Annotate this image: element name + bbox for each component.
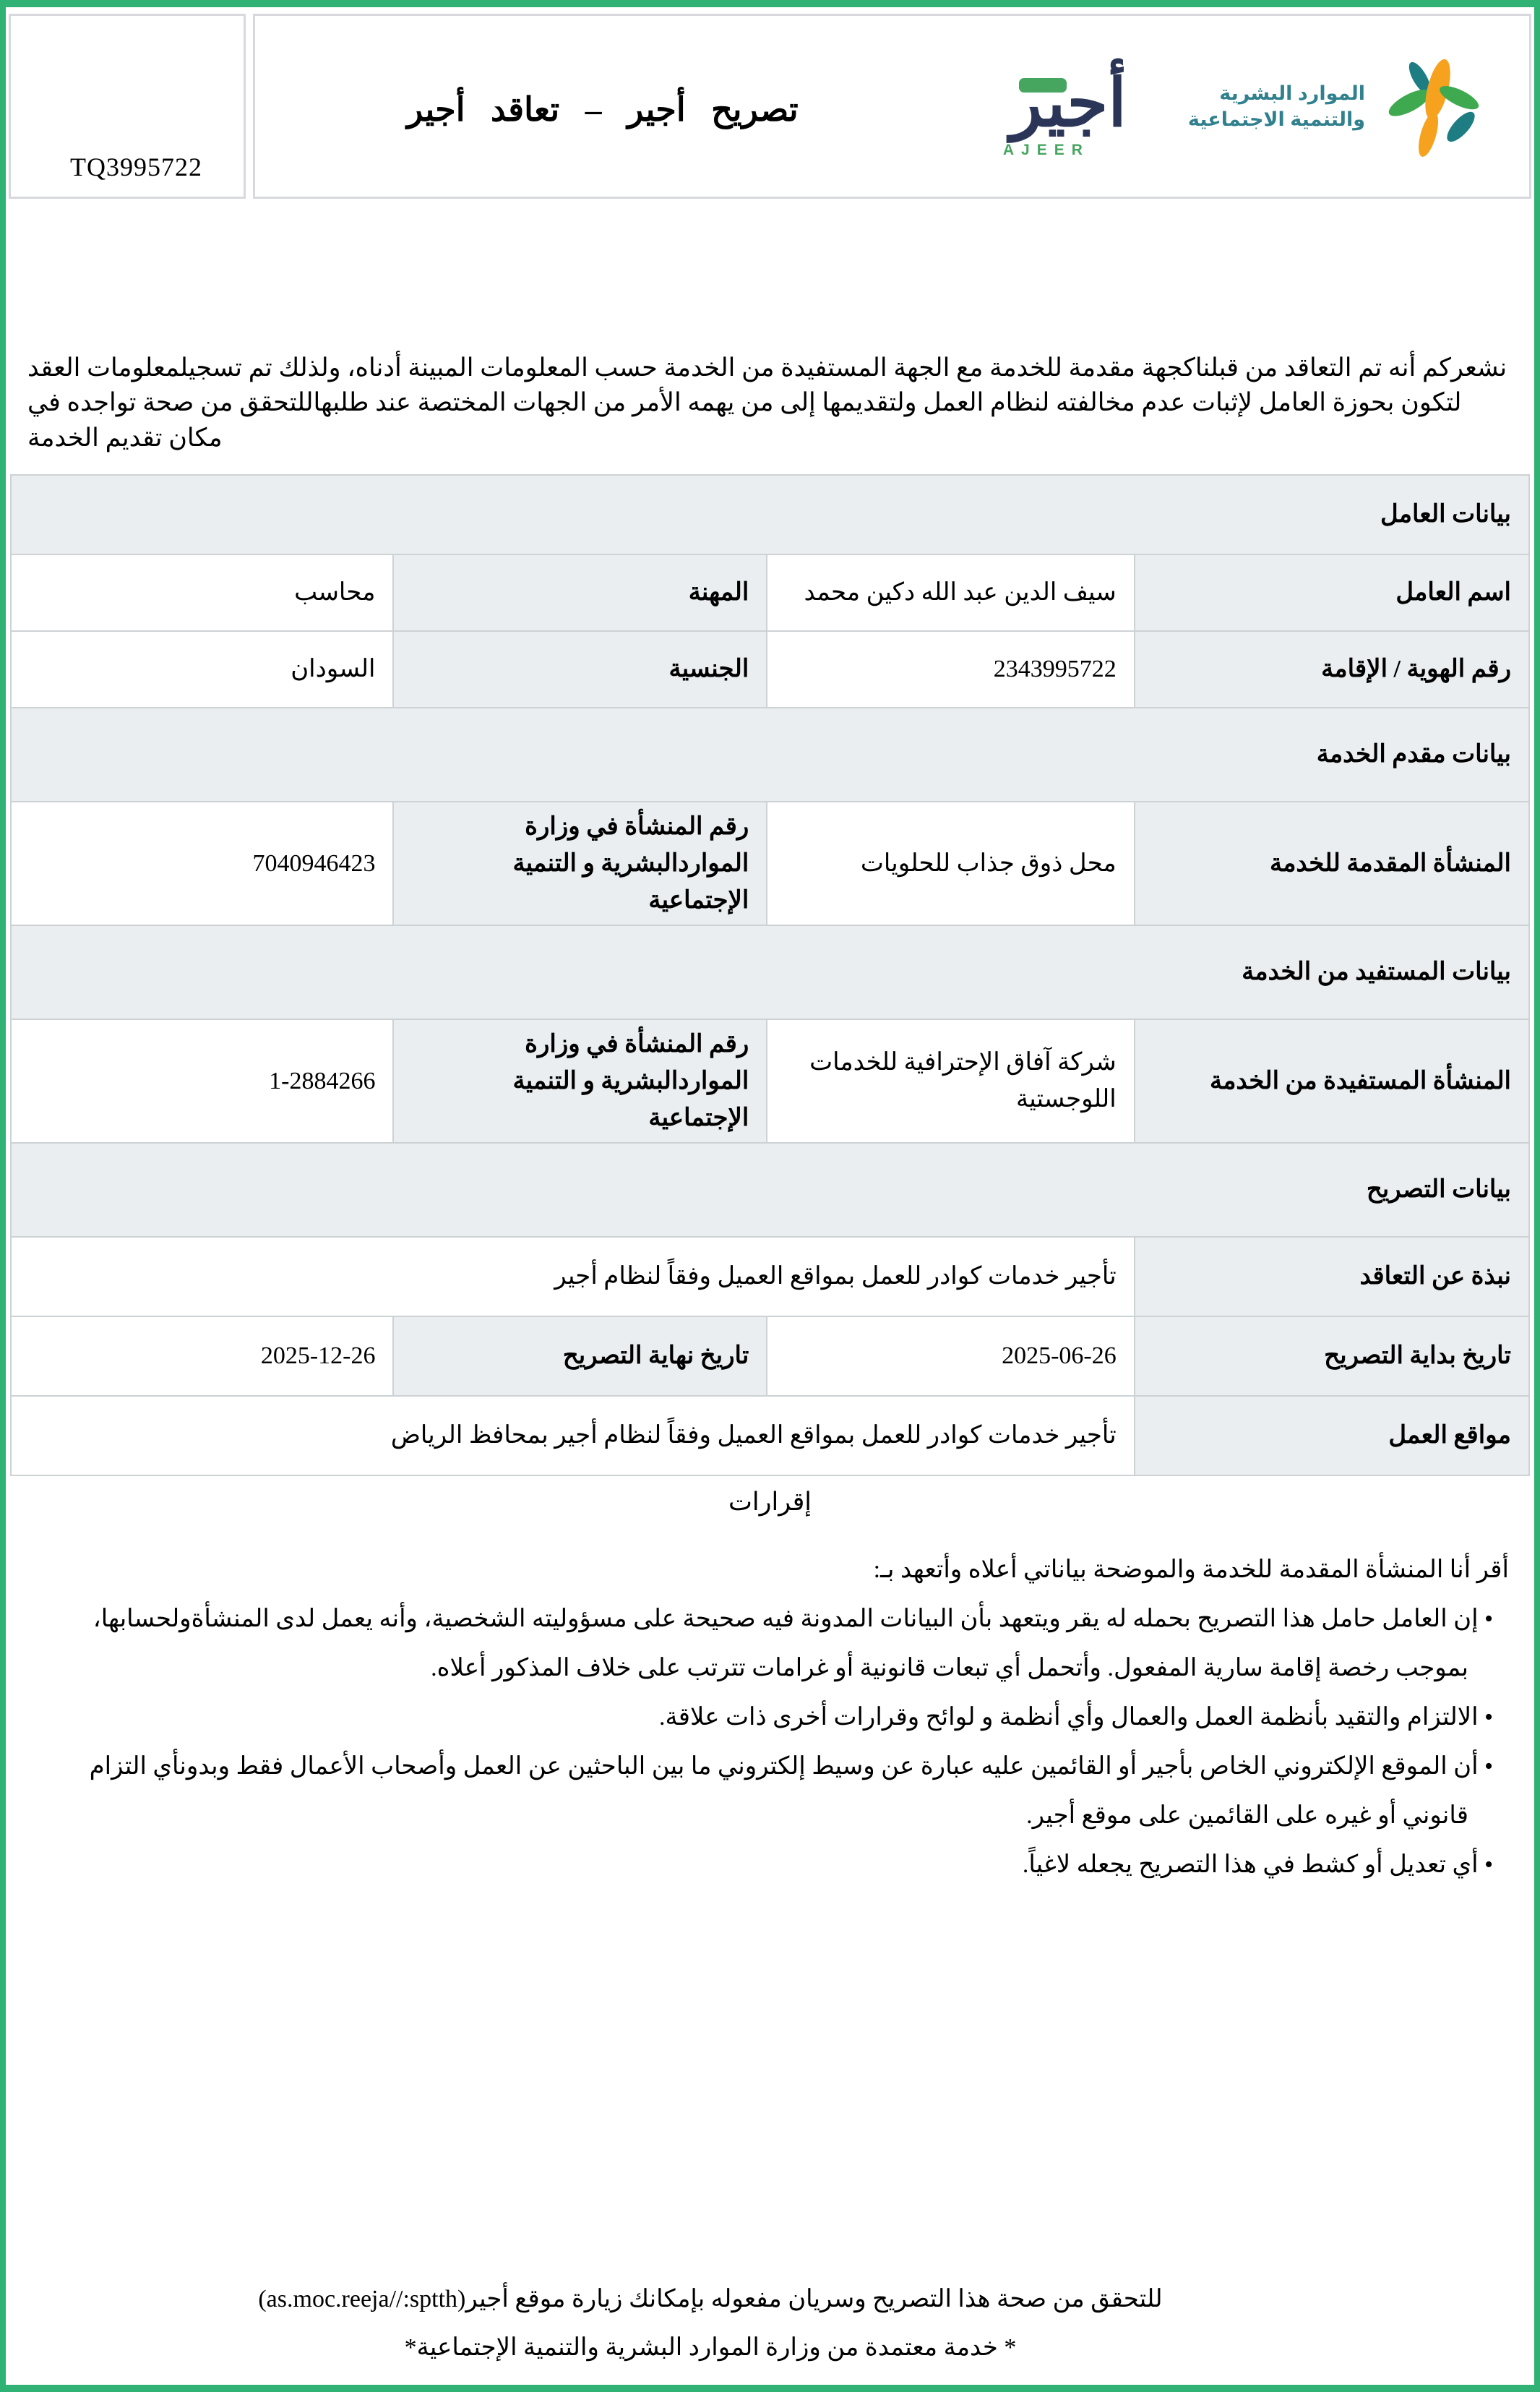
work-locations-label: مواقع العمل (1135, 1396, 1529, 1475)
declarations-intro: أقر أنا المنشأة المقدمة للخدمة والموضحة بياناتي أعلاه وأتعهد بـ: (873, 1556, 1509, 1583)
declaration-item-text: أي تعديل أو كشط في هذا التصريح يجعله لاغياً. (1022, 1851, 1479, 1878)
beneficiary-establishment-label: المنشأة المستفيدة من الخدمة (1135, 1019, 1529, 1143)
ministry-logo (1188, 55, 1489, 158)
table-row (11, 631, 1529, 708)
section-header-provider: بيانات مقدم الخدمة (11, 708, 1529, 802)
logos (1000, 53, 1489, 159)
id-number-label: رقم الهوية / الإقامة (1135, 631, 1529, 708)
declaration-item-text: الالتزام والتقيد بأنظمة العمل والعمال وأي أنظمة و لوائح وقرارات أخرى ذات علاقة. (658, 1703, 1479, 1731)
ministry-palm-icon (1381, 55, 1489, 158)
verify-text: للتحقق من صحة هذا التصريح وسريان مفعوله بإمكانك زيارة موقع أجير (465, 2286, 1163, 2313)
provider-establishment-value: محل ذوق جذاب للحلويات (767, 802, 1134, 925)
profession-value: محاسب (11, 554, 393, 631)
beneficiary-number-label: رقم المنشأة في وزارة المواردالبشرية و التنمية الإجتماعية (393, 1019, 767, 1143)
declarations (35, 1546, 1509, 1890)
declaration-item (35, 1595, 1509, 1693)
provider-number-value: 7040946423 (11, 802, 393, 925)
section-header-worker: بيانات العامل (11, 475, 1529, 554)
work-locations-value: تأجير خدمات كوادر للعمل بمواقع العميل وفقاً لنظام أجير بمحافظ الرياض (11, 1396, 1135, 1475)
intro-paragraph: نشعركم أنه تم التعاقد من قبلناكجهة مقدمة للخدمة مع الجهة المستفيدة من الخدمة حسب المعلومات المبينة أدناه، ولذلك تم تسجيلمعلومات العقد لتكون بحوزة العامل لإثبات عدم مخالفته لنظام العمل ولتقديمها إلى من يهمه الأمر من الجهات المختصة عند طلبهاللتحقق من صحة تواجده في مكان تقديم الخدمة (27, 353, 1507, 452)
ajeer-latin-text: AJEER (1002, 142, 1090, 158)
ajeer-wordmark (1000, 53, 1127, 139)
end-date-label: تاريخ نهاية التصريح (393, 1316, 767, 1396)
table-row (11, 1019, 1529, 1143)
table-row (11, 1316, 1529, 1396)
section-header-beneficiary: بيانات المستفيد من الخدمة (11, 925, 1529, 1019)
start-date-label: تاريخ بداية التصريح (1135, 1316, 1529, 1396)
declaration-item (35, 1742, 1509, 1840)
table-row (11, 554, 1529, 631)
declaration-item-text: إن العامل حامل هذا التصريح بحمله له يقر ويتعهد بأن البيانات المدونة فيه صحيحة على مسؤوليته الشخصية، وأنه يعمل لدى المنشأةولحسابها، بموجب رخصة إقامة سارية المفعول. وأتحمل أي تبعات قانونية أو غرامات تترتب على خلاف المذكور أعلاه. (93, 1605, 1479, 1681)
document-footer (12, 2276, 1528, 2372)
beneficiary-number-value: 1-2884266 (11, 1019, 393, 1143)
declaration-item (35, 1693, 1509, 1742)
permit-table (10, 474, 1530, 1476)
nationality-label: الجنسية (393, 631, 767, 708)
provider-number-label: رقم المنشأة في وزارة المواردالبشرية و التنمية الإجتماعية (393, 802, 767, 925)
id-number-value: 2343995722 (767, 631, 1134, 708)
table-row (11, 708, 1529, 802)
title-box (253, 14, 1531, 199)
ajeer-arabic-text: أجير (1010, 67, 1127, 141)
contract-summary-value: تأجير خدمات كوادر للعمل بمواقع العميل وفقاً لنظام أجير (11, 1237, 1135, 1316)
provider-establishment-label: المنشأة المقدمة للخدمة (1135, 802, 1529, 925)
nationality-value: السودان (11, 631, 393, 708)
end-date-value: 2025-12-26 (11, 1316, 393, 1396)
beneficiary-establishment-value: شركة آفاق الإحترافية للخدمات اللوجستية (767, 1019, 1134, 1143)
permit-number: TQ3995722 (70, 153, 202, 181)
document-header (9, 14, 1531, 199)
declaration-item (35, 1840, 1509, 1890)
contract-summary-label: نبذة عن التعاقد (1135, 1237, 1529, 1316)
profession-label: المهنة (393, 554, 767, 631)
start-date-value: 2025-06-26 (767, 1316, 1134, 1396)
verify-url: (as.moc.reeja//:sptth) (258, 2286, 466, 2313)
table-row (11, 1237, 1529, 1316)
table-row (11, 925, 1529, 1019)
table-row (11, 475, 1529, 554)
approved-line: * خدمة معتمدة من وزارة الموارد البشرية والتنمية الإجتماعية* (404, 2333, 1017, 2361)
ajeer-logo (1000, 53, 1127, 159)
table-row (11, 1396, 1529, 1475)
table-row (11, 1143, 1529, 1237)
worker-name-value: سيف الدين عبد الله دكين محمد (767, 554, 1134, 631)
ministry-logo-line2: والتنمية الاجتماعية (1187, 108, 1365, 130)
verify-line (12, 2276, 1409, 2323)
declarations-title: إقرارات (728, 1487, 812, 1516)
permit-number-box (9, 14, 246, 199)
declaration-item-text: أن الموقع الإلكتروني الخاص بأجير أو القائمين عليه عبارة عن وسيط إلكتروني ما بين الباحثين عن العمل وأصحاب الأعمال فقط وبدونأي التزام قانوني أو غيره على القائمين على موقع أجير. (89, 1752, 1479, 1829)
ministry-logo-line1: الموارد البشرية (1219, 82, 1365, 104)
table-row (11, 802, 1529, 925)
ministry-logo-text (1188, 80, 1365, 133)
worker-name-label: اسم العامل (1135, 554, 1529, 631)
page-title: تصريح أجير – تعاقد أجير (407, 91, 799, 128)
section-header-permit: بيانات التصريح (11, 1143, 1529, 1237)
